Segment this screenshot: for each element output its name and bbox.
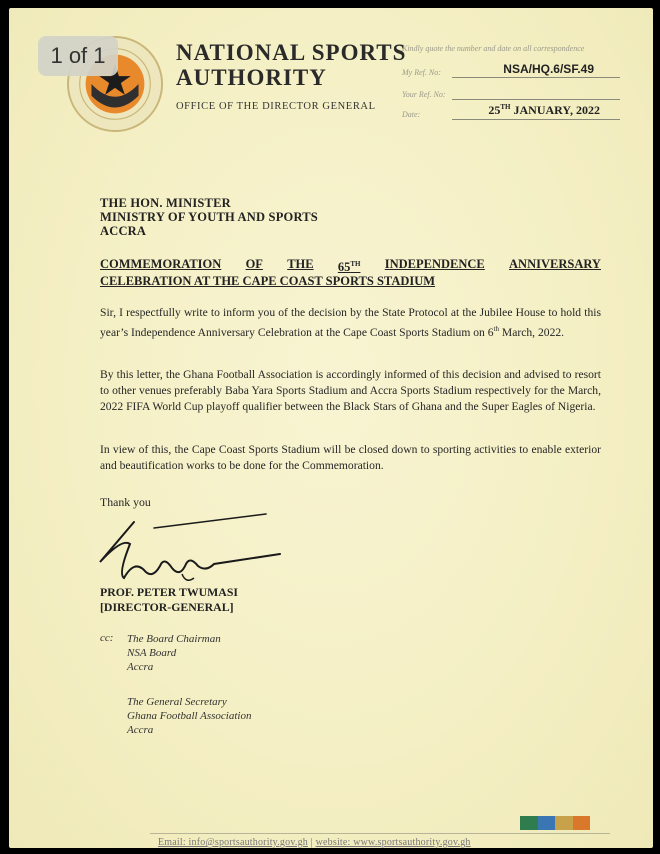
p1-text: Sir, I respectfully write to inform you of the decision by the State Protocol at the Jubilee House to hold this year’s Independence Anniversary Celebration at the Cape Coast Sports Stadium on 6 <box>100 306 601 339</box>
cc2-line1: The General Secretary <box>127 696 227 708</box>
page-indicator: 1 of 1 <box>38 36 118 76</box>
cc1-line2: NSA Board <box>127 647 177 659</box>
signer-block <box>100 585 238 615</box>
addressee-line3: ACCRA <box>100 224 147 238</box>
signer-title: [DIRECTOR-GENERAL] <box>100 600 234 614</box>
your-ref-label: Your Ref. No: <box>402 90 446 99</box>
your-ref-row <box>402 82 620 102</box>
body-paragraph-1 <box>100 305 601 341</box>
cc2-line3: Accra <box>127 724 154 736</box>
footer-color-bar <box>520 816 590 830</box>
letter-page <box>9 8 653 848</box>
addressee-line1: THE HON. MINISTER <box>100 196 231 210</box>
subject-word: THE <box>287 257 314 271</box>
date-value <box>488 103 600 118</box>
footer-separator: | <box>307 837 316 848</box>
subject-ordinal: TH <box>350 260 361 268</box>
subject-heading <box>100 257 601 288</box>
handwritten-signature <box>94 508 284 588</box>
organization-name <box>176 40 406 90</box>
cc1-line1: The Board Chairman <box>127 633 221 645</box>
p1-text-end: March, 2022. <box>499 325 565 339</box>
subject-line1 <box>100 257 601 274</box>
cc-recipient-1 <box>127 632 221 674</box>
date-row <box>402 102 620 122</box>
cc2-line2: Ghana Football Association <box>127 710 252 722</box>
subject-word: OF <box>245 257 263 271</box>
bar-blue <box>538 816 556 830</box>
footer-website[interactable]: website: www.sportsauthority.gov.gh <box>315 837 471 848</box>
addressee-block <box>100 196 318 238</box>
subject-number: 65 <box>337 260 351 275</box>
subject-word: INDEPENDENCE <box>384 257 485 271</box>
subject-word: COMMEMORATION <box>100 257 222 271</box>
cc-label: cc: <box>100 632 114 644</box>
org-name-line1: NATIONAL SPORTS <box>176 40 407 65</box>
footer-contact <box>158 837 471 848</box>
office-name: OFFICE OF THE DIRECTOR GENERAL <box>176 101 376 112</box>
bar-orange <box>573 816 591 830</box>
subject-word: ANNIVERSARY <box>509 257 601 271</box>
footer-email[interactable]: Email: info@sportsauthority.gov.gh <box>158 837 308 848</box>
footer-divider <box>150 833 610 834</box>
subject-word <box>338 257 361 274</box>
date-suffix: TH <box>500 103 511 111</box>
my-ref-line <box>452 77 620 78</box>
my-ref-value: NSA/HQ.6/SF.49 <box>503 62 594 76</box>
date-day: 25 <box>488 103 501 117</box>
my-ref-row <box>402 60 620 80</box>
cc-recipient-2 <box>127 695 251 737</box>
my-ref-label: My Ref. No: <box>402 68 441 77</box>
signer-name: PROF. PETER TWUMASI <box>100 585 238 599</box>
body-paragraph-3: In view of this, the Cape Coast Sports Stadium will be closed down to sporting activities to enable exterior and beautification works to be done for the Commemoration. <box>100 443 601 472</box>
date-label: Date: <box>402 110 421 119</box>
subject-line2: CELEBRATION AT THE CAPE COAST SPORTS STADIUM <box>100 274 436 289</box>
date-rest: JANUARY, 2022 <box>510 103 600 117</box>
cc1-line3: Accra <box>127 661 154 673</box>
bar-gold <box>555 816 573 830</box>
org-name-line2: AUTHORITY <box>176 65 327 90</box>
bar-green <box>520 816 538 830</box>
date-line <box>452 119 620 120</box>
reference-note: Kindly quote the number and date on all correspondence <box>402 44 585 53</box>
p1-ordinal: th <box>493 325 500 333</box>
addressee-line2: MINISTRY OF YOUTH AND SPORTS <box>100 210 318 224</box>
closing: Thank you <box>100 495 151 509</box>
body-paragraph-2: By this letter, the Ghana Football Association is accordingly informed of this decision and advised to resort to other venues preferably Baba Yara Sports Stadium and Accra Sports Stadium respectively for the March, 2022 FIFA World Cup playoff qualifier between the Black Stars of Ghana and the Super Eagles of Nigeria. <box>100 368 601 413</box>
your-ref-line <box>452 99 620 100</box>
